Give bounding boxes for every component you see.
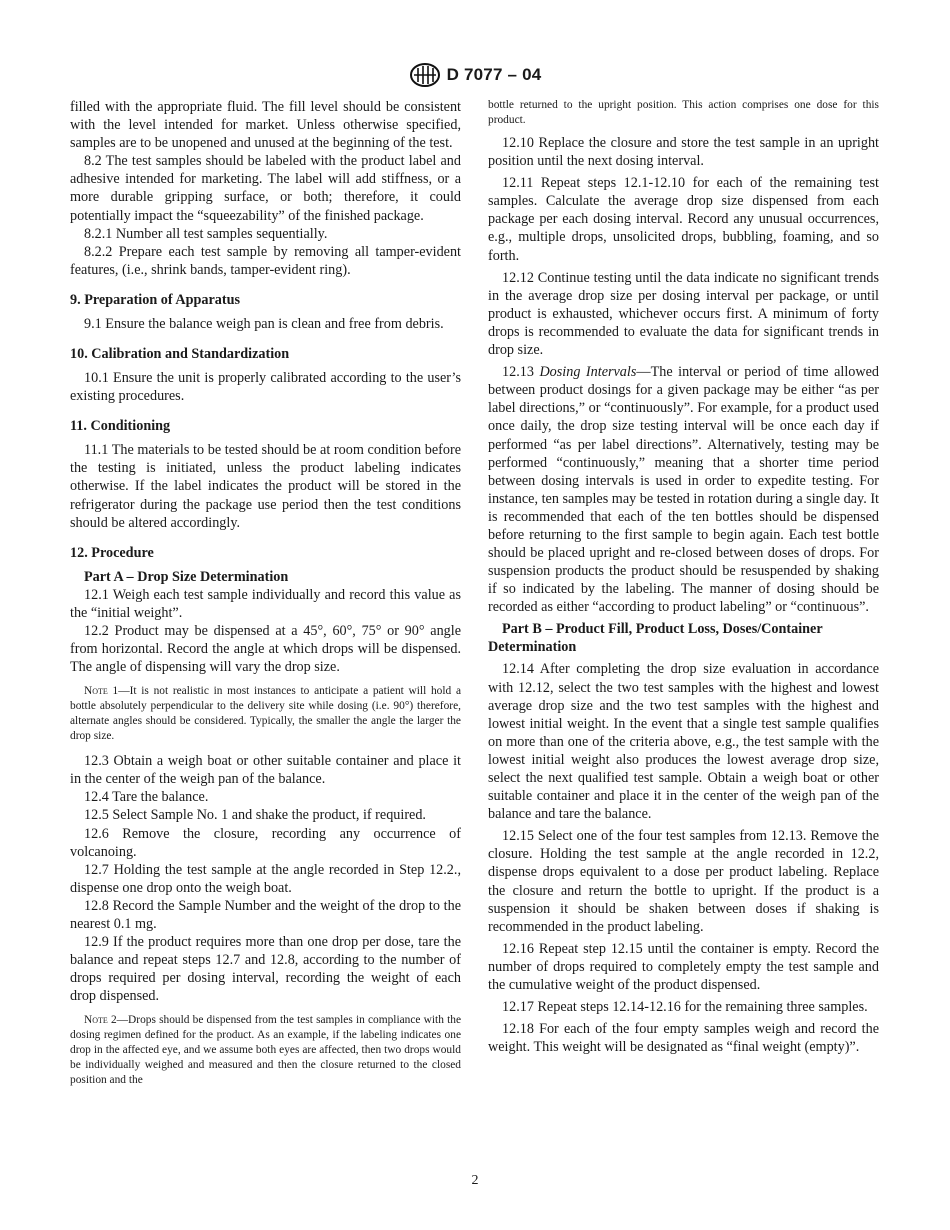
paragraph-9-1: 9.1 Ensure the balance weigh pan is clean and free from debris. (84, 315, 444, 332)
paragraph-12-17: 12.17 Repeat steps 12.14-12.16 for the remaining three samples. (502, 999, 868, 1016)
section-heading-12: 12. Procedure (70, 544, 154, 561)
paragraph-12-5: 12.5 Select Sample No. 1 and shake the product, if required. (84, 807, 426, 824)
paragraph-12-13-number: 12.13 (502, 364, 540, 381)
paragraph-12-18: 12.18 For each of the four empty samples weigh and record the weight. This weight will be designated as “final weight (empty)”. (488, 1021, 879, 1056)
note-2-text: 2—Drops should be dispensed from the test samples in compliance with the dosing regimen defined for the product. As an example, if the labeling indicates one drop in the affected eye, and we assume both eyes are affected, then two drops would be individually weighed and measured and then the closure returned to the closed position and the (70, 1014, 461, 1087)
paragraph-12-6: 12.6 Remove the closure, recording any occurrence of volcanoing. (70, 825, 461, 860)
paragraph-12-8: 12.8 Record the Sample Number and the weight of the drop to the nearest 0.1 mg. (70, 897, 461, 932)
part-a-heading: Part A – Drop Size Determination (84, 568, 289, 585)
document-designation: D 7077 – 04 (446, 65, 542, 84)
paragraph-12-14: 12.14 After completing the drop size evaluation in accordance with 12.12, select the two test samples with the highest and lowest average drop size and the two test samples with the highest and lowest initial weight. In the event that a single test sample qualifies on more than one of the criteria above, e.g., the test sample with the lowest initial weight also produces the lowest average drop size, select the next qualified test sample. Obtain a weigh boat or other suitable container and place it in the center of the weigh pan of the balance and tare the balance. (488, 661, 879, 823)
paragraph-8-2: 8.2 The test samples should be labeled with the product label and adhesive intended for marketing. The label will add stiffness, or a more durable gripping surface, or both; therefore, it could potentially impact the “squeezability” of the finished package. (70, 153, 461, 224)
paragraph-12-13-title: Dosing Intervals (539, 364, 637, 381)
note-2-label: Note (84, 1014, 108, 1027)
paragraph-12-12: 12.12 Continue testing until the data indicate no significant trends in the average drop size per dosing interval per package, or until product is exhausted, whichever occurs first. A minimum of forty drops is recommended to evaluate the data for significant trends in drop size. (488, 269, 879, 359)
paragraph-12-9: 12.9 If the product requires more than one drop per dose, tare the balance and repeat steps 12.7 and 12.8, according to the number of drops required per dosing interval, recording the weight of each drop dispensed. (70, 934, 461, 1005)
paragraph-8-2-2: 8.2.2 Prepare each test sample by removing all tamper-evident features, (i.e., shrink bands, tamper-evident ring). (70, 243, 461, 278)
paragraph-8-1-continued: filled with the appropriate fluid. The fill level should be consistent with the level intended for market. Unless otherwise specified, samples are to be unopened and unused at the beginning of the test. (70, 99, 461, 152)
paragraph-12-2: 12.2 Product may be dispensed at a 45°, 60°, 75° or 90° angle from horizontal. Record the angle at which drops will be dispensed. The angle of dispensing will vary the drop size. (70, 622, 461, 676)
section-heading-11: 11. Conditioning (70, 418, 171, 435)
paragraph-12-13 (488, 363, 879, 616)
page-header (0, 62, 950, 93)
note-2 (70, 1013, 461, 1088)
astm-logo-icon (409, 62, 441, 88)
paragraph-12-15: 12.15 Select one of the four test samples from 12.13. Remove the closure. Holding the test sample at the angle recorded in 12.2, dispense drops equivalent to a dose per product labeling. Replace the closure and return the bottle to upright. If the product is a suspension it should be shaken between doses if shaking is recommended in the product labeling. (488, 828, 879, 935)
paragraph-12-13-text: —The interval or period of time allowed between product dosings for a given package may be either “as per label directions,” or “continuously”. For example, for a product used once daily, the drop size testing interval will be once each day if performed “as per label directions”. Alternatively, testing may be performed “continuously,” meaning that a shorter time period between dosing intervals is used in order to expedite testing. For instance, ten samples may be tested in rotation during a single day. It is recommended that each of the ten bottles should be dispensed before returning to the first sample to begin again. Each test bottle should be placed upright and re-closed between doses of drops. For suspension products the product should be resuspended by shaking if so indicated by the labeling. The manner of dosing should be recorded as either “according to product labeling” or “continuous”. (488, 364, 879, 616)
paragraph-8-2-1: 8.2.1 Number all test samples sequentially. (84, 225, 328, 242)
paragraph-12-11: 12.11 Repeat steps 12.1-12.10 for each of the remaining test samples. Calculate the average drop size dispensed from each package per each dosing interval. Record any unusual occurrences, e.g., multiple drops, unsolicited drops, bubbling, foaming, and so forth. (488, 175, 879, 264)
note-1-text: 1—It is not realistic in most instances to anticipate a patient will hold a bottle absolutely perpendicular to the delivery site while dosing (i.e. 90°) therefore, alternate angles should be considered. Typically, the smaller the angle the larger the drop size. (70, 685, 461, 743)
note-1 (70, 684, 461, 744)
paragraph-11-1: 11.1 The materials to be tested should be at room condition before the testing is initiated, unless the product labeling indicates otherwise. If the label indicates the product will be stored in the refrigerator during the package use period then the test conditions should be altered accordingly. (70, 442, 461, 531)
right-column (488, 98, 879, 1056)
section-heading-10: 10. Calibration and Standardization (70, 346, 290, 363)
part-b-heading: Part B – Product Fill, Product Loss, Doses/Container Determination (488, 621, 823, 656)
paragraph-12-4: 12.4 Tare the balance. (84, 789, 209, 806)
note-2-continued: bottle returned to the upright position. This action comprises one dose for this product. (488, 99, 879, 126)
paragraph-10-1: 10.1 Ensure the unit is properly calibrated according to the user’s existing procedures. (70, 370, 461, 405)
left-column (70, 98, 461, 1096)
paragraph-12-7: 12.7 Holding the test sample at the angle recorded in Step 12.2., dispense one drop onto the weigh boat. (70, 861, 461, 896)
paragraph-12-16: 12.16 Repeat step 12.15 until the container is empty. Record the number of drops required to completely empty the test sample and the cumulative weight of the product dispensed. (488, 940, 879, 994)
section-heading-9: 9. Preparation of Apparatus (70, 291, 240, 308)
paragraph-12-10: 12.10 Replace the closure and store the test sample in an upright position until the next dosing interval. (488, 135, 879, 170)
page-number: 2 (471, 1173, 479, 1188)
paragraph-12-1: 12.1 Weigh each test sample individually and record this value as the “initial weight”. (70, 586, 461, 621)
paragraph-12-3: 12.3 Obtain a weigh boat or other suitable container and place it in the center of the weigh pan of the balance. (70, 753, 461, 788)
note-1-label: Note (84, 685, 108, 698)
